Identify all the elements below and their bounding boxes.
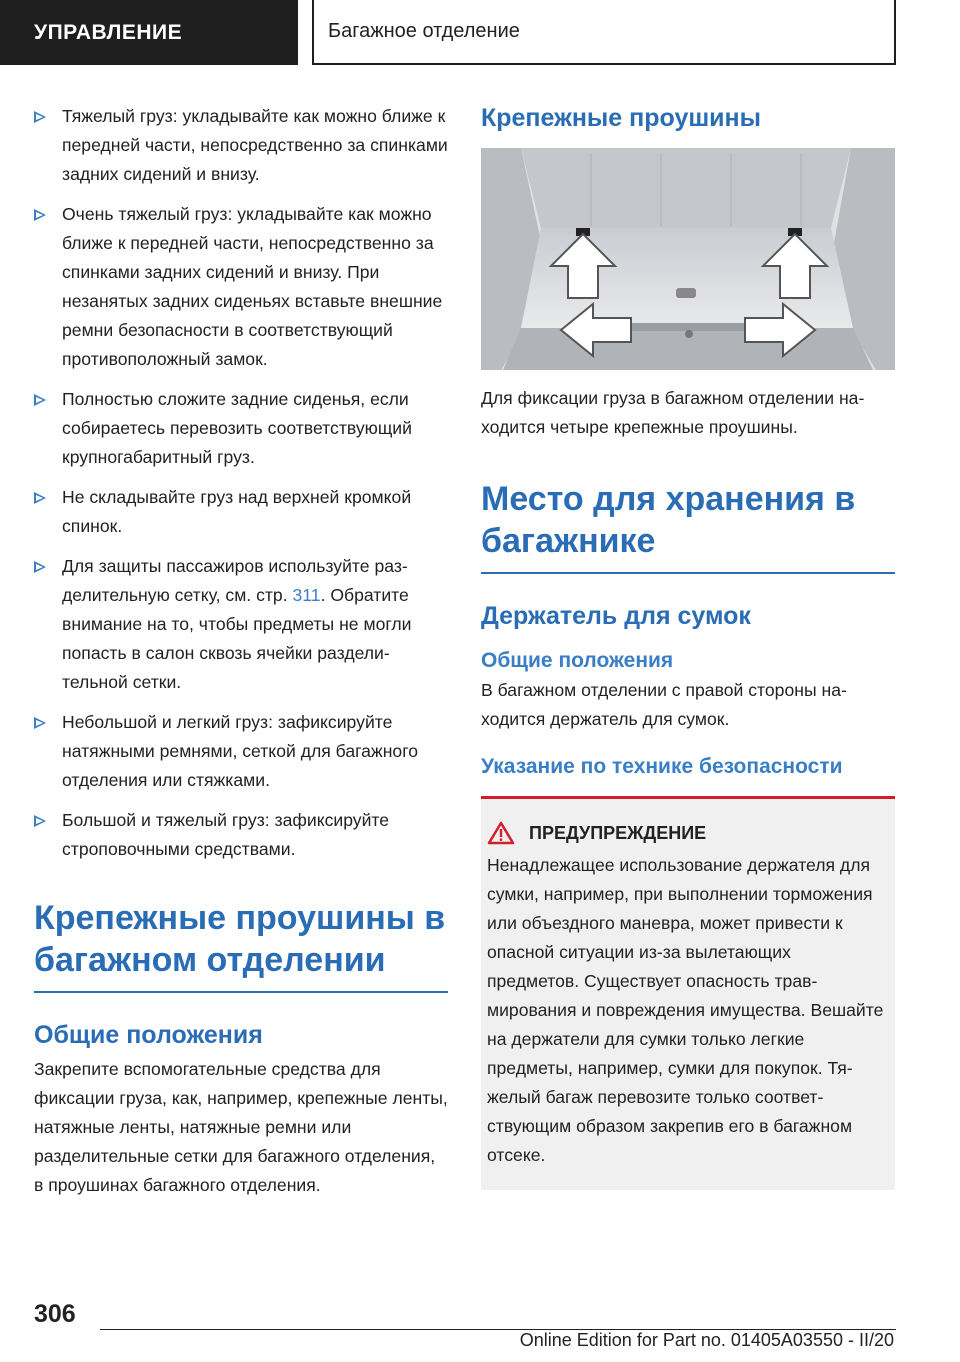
bullet-triangle-icon [34,492,46,504]
chapter-label: Багажное отделение [328,20,520,42]
warning-box [481,796,895,1190]
general-title: Общие положения [481,649,674,672]
trunk-lashing-eyes-photo [481,148,895,370]
photo-caption: Для фиксации груза в багажном отделении находится четыре крепежные проушины. [481,388,865,437]
bullet-triangle-icon [34,209,46,221]
bullet-triangle-icon [34,394,46,406]
safety-title: Указание по технике безопасности [481,755,843,778]
list-item: Полностью сложите задние сиденья, если собираетесь перевозить соответствующий крупногабаритный груз. [34,385,448,472]
warning-triangle-icon [487,821,515,845]
section-label: УПРАВЛЕНИЕ [34,20,183,44]
body-text: Закрепите вспомогательные средства для фиксации груза, как, например, крепежные ленты, натяжные ленты, натяжные ремни или разделительные сетки для багажного отделения, в проушинах багажного отделения. [34,1059,448,1195]
warning-title: ПРЕДУПРЕЖДЕНИЕ [529,822,707,843]
page-number: 306 [34,1300,76,1328]
bullet-triangle-icon [34,111,46,123]
warning-text: Ненадлежащее использование держателя для сумки, например, при выполнении торможения или объездного маневра, может привести к опасной ситуации из-за вылетающих предметов. Существует опасность травмирования и повреждения имущества. Вешайте на держатели для сумки только легкие предметы, например, сумки для покупок. Тяжелый багаж перевозите только соответствующим образом закрепив его в багажном отсеке. [487,855,884,1165]
edition-info: Online Edition for Part no. 01405A03550 - II/20 [519,1330,894,1350]
right-column [481,102,895,1190]
page-reference-link[interactable]: 311 [292,585,321,605]
list-item: Не складывайте груз над верхней кромкой спинок. [34,483,448,541]
bullet-triangle-icon [34,815,46,827]
subsection-title: Держатель для сумок [481,602,751,630]
list-item: Для защиты пассажиров используйте разделительную сетку, см. стр. 311. Обратите внимание на то, чтобы предметы не могли попасть в салон сквозь ячейки разделительной сетки. [34,552,448,697]
section-header [0,0,298,65]
bullet-triangle-icon [34,717,46,729]
list-item: Тяжелый груз: укладывайте как можно ближе к передней части, непосредственно за спинками задних сидений и внизу. [34,102,448,189]
list-item: Небольшой и легкий груз: зафиксируйте натяжными ремнями, сеткой для багажного отделения или стяжками. [34,708,448,795]
section-title: Крепежные проушины [481,104,762,132]
list-item: Очень тяжелый груз: укладывайте как можно ближе к передней части, непосредственно за спинками задних сидений и внизу. При незанятых задних сиденьях вставьте внешние ремни безопасности в соответствующий противоположный замок. [34,200,448,374]
left-column [34,102,448,1200]
subsection-title: Общие положения [34,1021,263,1049]
chapter-header [312,0,896,65]
section-title: Крепежные проушины в багажном отделении [34,897,448,993]
loading-tips-list [34,102,448,864]
warning-heading [487,821,887,845]
bullet-triangle-icon [34,561,46,573]
main-section-title: Место для хранения в багажнике [481,478,895,574]
list-item: Большой и тяжелый груз: зафиксируйте строповочными средствами. [34,806,448,864]
general-body: В багажном отделении с правой стороны находится держатель для сумок. [481,680,847,729]
